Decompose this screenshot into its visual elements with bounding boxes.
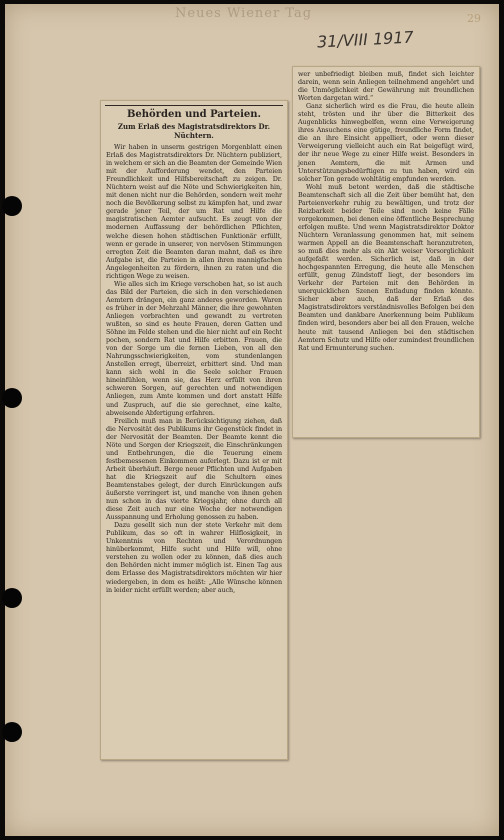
paragraph: Wir haben in unserm gestrigen Morgenblatt einen Erlaß des Magistratsdirektors Dr. Nüchtern publiziert, in welchem er sich an die Beamten der Gemeinde Wien mit der Aufforderung wendet, den Parteien Freundlichkeit und Hilfsbereitschaft zu zeigen. Dr. Nüchtern weist auf die Nöte und Schwierigkeiten hin, mit denen nicht nur die Behörden, sondern weit mehr noch die Bevölkerung selbst zu kämpfen hat, und zwar gerade jener Teil, der um Rat und Hilfe die magistratischen Aemter aufsucht. Es zeugt von der modernen Auffassung der behördlichen Pflichten, welche diesen hohen städtischen Funktionär erfüllt, wenn er gerade in unserer, von nervösen Stimmungen erregten Zeit die Beamten daran mahnt, daß es ihre Aufgabe ist, die Parteien in allen ihren mannigfachen Angelegenheiten zu fördern, ihnen zu raten und die richtigen Wege zu weisen. <box>106 143 282 280</box>
clipping-right-column <box>292 66 480 438</box>
newspaper-masthead: Neues Wiener Tag <box>175 6 313 21</box>
paragraph: wer unbefriedigt bleiben muß, findet sich leichter darein, wenn sein Anliegen teilnehmend angehört und die Unmöglichkeit der Gewährung mit freundlichen Worten dargetan wird.“ <box>298 70 474 103</box>
left-column-text <box>101 143 287 594</box>
binder-hole <box>2 196 22 216</box>
handwritten-date: 31/VIII 1917 <box>316 27 415 52</box>
binder-hole <box>2 722 22 742</box>
paragraph: Wohl muß betont werden, daß die städtische Beamtenschaft sich all die Zeit über bemüht hat, den Parteienverkehr ruhig zu bewältigen, und trotz der Reizbarkeit beider Teile sind noch keine Fälle vorgekommen, bei denen eine öffentliche Besprechung erfolgen mußte. Und wenn Magistratsdirektor Doktor Nüchtern Veranlassung genommen hat, mit seinem warmen Appell an die Beamtenschaft heranzutreten, so muß dies mehr als ein Akt weiser Vorsorglichkeit aufgefaßt werden. Sicherlich ist, daß in der hochgespannten Erregung, die heute alle Menschen erfüllt, genug Zündstoff liegt, der besonders im Verkehr der Parteien mit den Behörden in unerquicklichen Szenen Entladung finden könnte. Sicher aber auch, daß der Erlaß des Magistratsdirektors verständnisvolles Befolgen bei den Beamten und dankbare Anerkennung beim Publikum finden wird, besonders aber bei all den Frauen, welche heute mit tausend Anliegen bei den städtischen Aemtern Schutz und Hilfe oder zumindest freundlichen Rat und Ermunterung suchen. <box>298 182 474 352</box>
paragraph: Ganz sicherlich wird es die Frau, die heute allein steht, trösten und ihr über die Bitterkeit des Augenblicks hinwegbelfen, wenn eine Verweigerung ihres Ansuchens eine gütige, freundliche Form findet, die an ihre Einsicht appelliert, oder wenn dieser Verweigerung vielleicht auch ein Rat beigefügt wird, der ihr neue Wege zu einer Hilfe weist. Besonders in jenen Aemtern, die mit Armen und Unterstützungsbedürftigen zu tun haben, wird ein solcher Ton gerade wohltätig empfunden werden. <box>298 102 474 183</box>
paragraph: Dazu gesellt sich nun der stete Verkehr mit dem Publikum, das so oft in wahrer Hilflosigkeit, in Unkenntnis von Rechten und Verordnungen hinüberkommt, Hilfe sucht und Hilfe will, ohne verstehen zu wollen oder zu können, daß dies auch den Behörden nicht immer möglich ist. Einen Tag aus dem Erlasse des Magistratsdirektors möchten wir hier wiedergeben, in dem es heißt: „Alle Wünsche können in leider nicht erfüllt werden; aber auch, <box>106 521 282 594</box>
top-rule <box>105 105 283 106</box>
paragraph: Wie alles sich im Kriege verschoben hat, so ist auch das Bild der Parteien, die sich in den verschiedenen Aemtern drängen, ein ganz anderes geworden. Waren es früher in der Mehrzahl Männer, die ihre gewohnten Anliegen vorbrachten und gewandt zu vertreten wußten, so sind es heute Frauen, deren Gatten und Söhne im Felde stehen und die hier nicht auf ein Recht pochen, sondern Rat und Hilfe erbitten. Frauen, die von der Sorge um die fernen Lieben, von all den Nahrungsschwierigkeiten, vom stundenlangen Anstellen erregt, überreizt, erbittert sind. Und man kann sich wohl in die Seele solcher Frauen hineinfühlen, wenn sie, das Herz erfüllt von ihren schweren Sorgen, auf gerechten und notwendigen Anliegen, zum Amte kommen und dort anstatt Hilfe und Zuspruch, auf die sie gerechnet, eine kalte, abweisende Abfertigung erfahren. <box>106 279 282 417</box>
article-subtitle: Zum Erlaß des Magistratsdirektors Dr. Nüchtern. <box>117 122 271 140</box>
archive-sheet <box>5 4 499 836</box>
article-title: Behörden und Parteien. <box>126 109 262 120</box>
binder-hole <box>2 588 22 608</box>
paragraph: Freilich muß man in Berücksichtigung ziehen, daß die Nervosität des Publikums ihr Gegenstück findet in der Nervosität der Beamten. Der Beamte kennt die Nöte und Sorgen der Kriegszeit, die Einschränkungen und Entbehrungen, die die Teuerung einem festbemessenen Einkommen auferlegt. Dazu ist er mit Arbeit überhäuft. Berge neuer Pflichten und Aufgaben hat die Kriegszeit auf die Schultern eines Beamtenstabes gelegt, der durch Einrückungen aufs äußerste verringert ist, und manche von ihnen gehen nun schon in das vierte Kriegsjahr, ohne durch all diese Zeit auch nur eine Woche der notwendigen Ausspannung und Erholung genossen zu haben. <box>106 416 282 522</box>
right-column-text <box>293 67 479 352</box>
clipping-left-column <box>100 100 288 760</box>
binder-hole <box>2 388 22 408</box>
page-number: 29 <box>467 12 481 25</box>
